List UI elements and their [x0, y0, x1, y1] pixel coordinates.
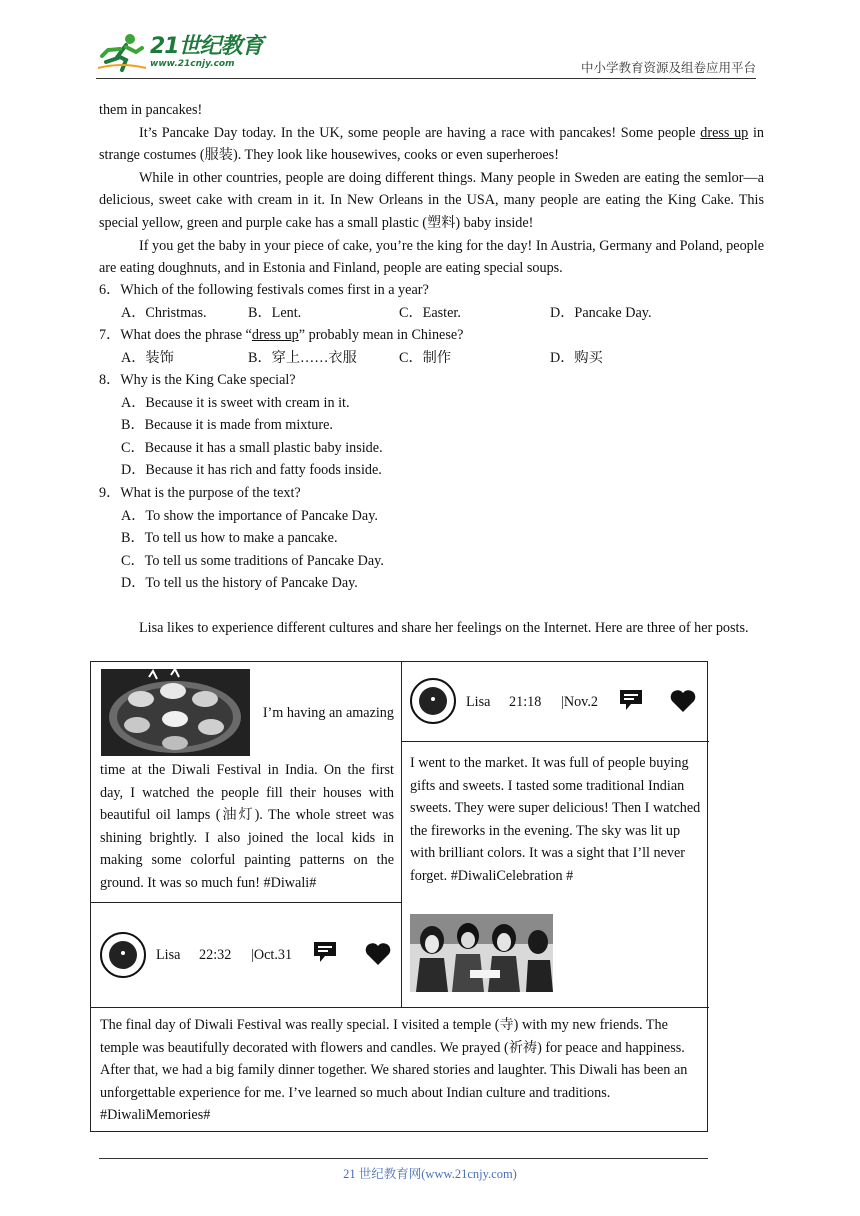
table-divider-left	[91, 902, 401, 903]
q9-option-a[interactable]: A．To show the importance of Pancake Day.	[121, 508, 378, 524]
q6-option-a[interactable]: A．Christmas.	[121, 305, 207, 321]
passage-paragraph-2: While in other countries, people are doing different things. Many people in Sweden are eating the semlor—a delicious, sweet cake with cream in it. In New Orleans in the USA, many people are eating the King Cake. This special yellow, green and purple cake has a small plastic (塑料) baby inside!	[99, 169, 764, 231]
p1-part-a: It’s Pancake Day today. In the UK, some people are having a race with pancakes! Some people	[139, 124, 701, 141]
site-logo[interactable]	[96, 32, 263, 72]
q7-option-c[interactable]: C．制作	[399, 350, 452, 366]
post1-first-line: I’m having an amazing	[262, 705, 394, 721]
lisa-avatar-post2[interactable]	[410, 678, 456, 724]
comment-icon[interactable]	[313, 941, 337, 963]
q6-option-b[interactable]: B．Lent.	[248, 305, 302, 321]
q7-stem-a: 7．What does the phrase “	[99, 327, 252, 343]
q7-option-a[interactable]: A．装饰	[121, 350, 174, 366]
q8-option-d[interactable]: D．Because it has rich and fatty foods inside.	[121, 462, 382, 478]
page-header	[96, 30, 756, 79]
post2-time: 21:18	[509, 694, 542, 710]
platform-name: 中小学教育资源及组卷应用平台	[580, 61, 756, 75]
table-vertical-divider	[401, 662, 402, 1007]
passage-paragraph-1	[99, 122, 764, 167]
oil-lamps-photo	[101, 669, 250, 756]
question-7	[99, 324, 463, 347]
passage-paragraph-3: If you get the baby in your piece of cake, you’re the king for the day! In Austria, Germany and Poland, people are eating doughnuts, and in Estonia and Finland, people are eating special soups.	[99, 237, 764, 277]
q9-option-b[interactable]: B．To tell us how to make a pancake.	[121, 530, 338, 546]
q7-stem-b: ” probably mean in Chinese?	[298, 327, 464, 343]
post1-username[interactable]: Lisa	[156, 947, 181, 963]
q7-stem-underlined: dress up	[251, 327, 299, 343]
table-divider-right	[401, 741, 709, 742]
posts-intro-text: Lisa likes to experience different cultures and share her feelings on the Internet. Here are three of her posts.	[139, 620, 749, 636]
post2-username[interactable]: Lisa	[466, 694, 491, 710]
post2-date: |Nov.2	[561, 694, 598, 710]
q7-option-b[interactable]: B．穿上……衣服	[248, 350, 357, 366]
question-6: 6．Which of the following festivals comes first in a year?	[99, 282, 429, 298]
logo-url: www.21cnjy.com	[150, 59, 235, 69]
q8-option-a[interactable]: A．Because it is sweet with cream in it.	[121, 395, 350, 411]
festival-people-photo	[410, 914, 553, 992]
q9-option-c[interactable]: C．To tell us some traditions of Pancake Day.	[121, 553, 384, 569]
q7-option-d[interactable]: D．购买	[550, 350, 603, 366]
post1-time: 22:32	[199, 947, 232, 963]
q9-option-d[interactable]: D．To tell us the history of Pancake Day.	[121, 575, 358, 591]
table-divider-bottom	[91, 1007, 709, 1008]
q6-option-c[interactable]: C．Easter.	[399, 305, 461, 321]
heart-icon[interactable]	[365, 942, 391, 966]
lisa-avatar-post1[interactable]	[100, 932, 146, 978]
posts-intro	[99, 617, 764, 640]
heart-icon[interactable]	[670, 689, 696, 713]
runner-logo-icon	[96, 32, 148, 72]
passage-line-0: them in pancakes!	[99, 102, 203, 118]
page-footer[interactable]: 21 世纪教育网(www.21cnjy.com)	[343, 1167, 517, 1181]
p1-underlined-phrase: dress up	[700, 124, 749, 141]
q8-option-b[interactable]: B．Because it is made from mixture.	[121, 417, 333, 433]
logo-title: 21世纪教育	[150, 34, 263, 59]
q6-option-d[interactable]: D．Pancake Day.	[550, 305, 652, 321]
p1-part-b: in strange costumes (服装). They look like housewives, cooks or even superheroes!	[99, 124, 764, 164]
question-9: 9．What is the purpose of the text?	[99, 485, 301, 501]
q8-option-c[interactable]: C．Because it has a small plastic baby inside.	[121, 440, 383, 456]
post2-body: I went to the market. It was full of people buying gifts and sweets. I tasted some traditional Indian sweets. They were super delicious! Then I watched the fireworks in the evening. The sky was lit up with brilliant colors. It was a sight that I’ll never forget. #DiwaliCelebration #	[410, 755, 701, 884]
footer-divider	[99, 1158, 708, 1159]
reading-passage	[99, 99, 764, 280]
question-8: 8．Why is the King Cake special?	[99, 372, 296, 388]
post1-date: |Oct.31	[251, 947, 293, 963]
post3-body: The final day of Diwali Festival was really special. I visited a temple (寺) with my new friends. The temple was beautifully decorated with flowers and candles. We prayed (祈祷) for peace and happiness. After that, we had a big family dinner together. We shared stories and laughter. This Diwali has been an unforgettable experience for me. I’ve learned so much about Indian culture and traditions. #DiwaliMemories#	[100, 1017, 688, 1124]
post1-body: time at the Diwali Festival in India. On the first day, I watched the people fill their houses with beautiful oil lamps (油灯). The whole street was shining brightly. I also joined the local kids in making some colorful painting patterns on the ground. It was so much fun! #Diwali#	[100, 762, 394, 891]
posts-table	[90, 661, 708, 1132]
comment-icon[interactable]	[619, 689, 643, 711]
